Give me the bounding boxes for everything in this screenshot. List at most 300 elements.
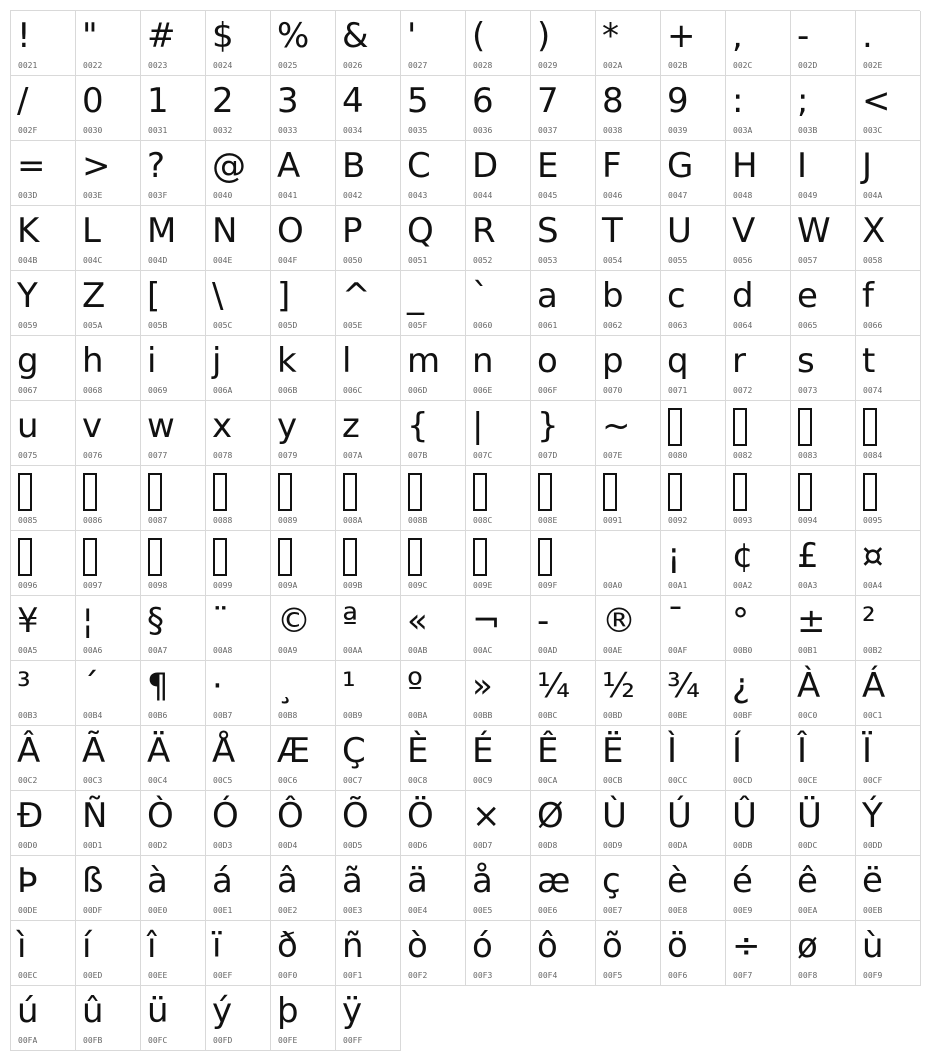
glyph-character: ¯ <box>667 601 684 641</box>
missing-glyph-icon <box>408 473 422 511</box>
glyph-cell <box>726 76 791 141</box>
glyph-cell <box>596 271 661 336</box>
missing-glyph-icon <box>798 408 812 446</box>
glyph-codepoint: 0052 <box>473 256 493 265</box>
glyph-codepoint: 0082 <box>733 451 753 460</box>
missing-glyph-icon <box>603 473 617 511</box>
glyph-codepoint: 0049 <box>798 191 818 200</box>
glyph-character: } <box>537 406 559 446</box>
glyph-character: Ú <box>667 796 692 836</box>
glyph-codepoint: 008A <box>343 516 363 525</box>
glyph-cell <box>271 856 336 921</box>
glyph-character: E <box>537 146 559 186</box>
glyph-codepoint: 00DE <box>18 906 38 915</box>
glyph-cell <box>206 856 271 921</box>
glyph-character: e <box>797 276 818 316</box>
glyph-codepoint: 0076 <box>83 451 103 460</box>
glyph-codepoint: 00DC <box>798 841 818 850</box>
glyph-cell <box>856 531 921 596</box>
glyph-cell <box>271 596 336 661</box>
glyph-codepoint: 006E <box>473 386 493 395</box>
glyph-codepoint: 00E2 <box>278 906 298 915</box>
glyph-codepoint: 00C8 <box>408 776 428 785</box>
glyph-character: | <box>472 406 484 446</box>
glyph-cell <box>336 206 401 271</box>
glyph-cell <box>856 336 921 401</box>
glyph-codepoint: 00EA <box>798 906 818 915</box>
glyph-character: ã <box>342 861 363 901</box>
glyph-cell <box>661 596 726 661</box>
glyph-character: ¥ <box>17 601 39 641</box>
glyph-codepoint: 0057 <box>798 256 818 265</box>
glyph-codepoint: 00E8 <box>668 906 688 915</box>
glyph-codepoint: 004D <box>148 256 168 265</box>
glyph-codepoint: 0027 <box>408 61 428 70</box>
glyph-codepoint: 00CC <box>668 776 688 785</box>
glyph-codepoint: 0048 <box>733 191 753 200</box>
glyph-character: þ <box>277 991 299 1031</box>
glyph-codepoint: 002E <box>863 61 883 70</box>
glyph-cell <box>531 206 596 271</box>
glyph-cell <box>11 856 76 921</box>
glyph-cell <box>11 921 76 986</box>
missing-glyph-icon <box>668 408 682 446</box>
glyph-character: I <box>797 146 808 186</box>
glyph-character: ¾ <box>667 666 700 706</box>
glyph-cell <box>141 401 206 466</box>
glyph-cell <box>466 726 531 791</box>
glyph-codepoint: 0079 <box>278 451 298 460</box>
glyph-character: a <box>537 276 558 316</box>
glyph-codepoint: 00A3 <box>798 581 818 590</box>
glyph-codepoint: 0054 <box>603 256 623 265</box>
glyph-cell <box>791 531 856 596</box>
glyph-codepoint: 0060 <box>473 321 493 330</box>
glyph-cell <box>466 661 531 726</box>
glyph-character: Í <box>732 731 743 771</box>
glyph-cell <box>336 921 401 986</box>
glyph-character: 9 <box>667 81 689 121</box>
glyph-cell <box>206 661 271 726</box>
glyph-cell <box>661 726 726 791</box>
glyph-codepoint: 00BE <box>668 711 688 720</box>
glyph-character: ( <box>472 16 486 56</box>
glyph-character: í <box>82 926 92 966</box>
glyph-codepoint: 00C5 <box>213 776 233 785</box>
missing-glyph-icon <box>278 473 292 511</box>
glyph-codepoint: 00F7 <box>733 971 753 980</box>
glyph-cell <box>141 531 206 596</box>
glyph-character: ^ <box>342 276 371 316</box>
glyph-codepoint: 00B2 <box>863 646 883 655</box>
glyph-cell <box>76 791 141 856</box>
glyph-character: J <box>862 146 873 186</box>
glyph-character: K <box>17 211 40 251</box>
glyph-codepoint: 00C7 <box>343 776 363 785</box>
glyph-cell <box>791 336 856 401</box>
missing-glyph-icon <box>863 408 877 446</box>
glyph-character: S <box>537 211 559 251</box>
glyph-character: v <box>82 406 103 446</box>
glyph-cell <box>206 986 271 1051</box>
glyph-codepoint: 0050 <box>343 256 363 265</box>
glyph-character: ± <box>797 601 826 641</box>
glyph-codepoint: 00FB <box>83 1036 103 1045</box>
glyph-cell <box>661 11 726 76</box>
glyph-character: f <box>862 276 874 316</box>
glyph-cell <box>661 531 726 596</box>
glyph-codepoint: 00D3 <box>213 841 233 850</box>
glyph-cell <box>726 726 791 791</box>
glyph-codepoint: 0068 <box>83 386 103 395</box>
glyph-cell <box>791 11 856 76</box>
glyph-grid <box>10 10 920 1051</box>
glyph-cell <box>76 401 141 466</box>
glyph-codepoint: 0093 <box>733 516 753 525</box>
glyph-character: P <box>342 211 363 251</box>
glyph-codepoint: 0094 <box>798 516 818 525</box>
glyph-character: Ä <box>147 731 171 771</box>
glyph-character: - <box>797 16 810 56</box>
glyph-codepoint: 003B <box>798 126 818 135</box>
glyph-character: À <box>797 666 821 706</box>
glyph-cell <box>726 336 791 401</box>
glyph-cell <box>401 921 466 986</box>
glyph-character: n <box>472 341 494 381</box>
glyph-codepoint: 0026 <box>343 61 363 70</box>
glyph-cell <box>11 661 76 726</box>
glyph-character: F <box>602 146 622 186</box>
glyph-character: + <box>667 16 696 56</box>
glyph-cell <box>466 336 531 401</box>
glyph-codepoint: 0074 <box>863 386 883 395</box>
missing-glyph-icon <box>798 473 812 511</box>
glyph-codepoint: 004B <box>18 256 38 265</box>
glyph-cell <box>791 596 856 661</box>
glyph-codepoint: 0051 <box>408 256 428 265</box>
glyph-codepoint: 00A9 <box>278 646 298 655</box>
glyph-character: ì <box>17 926 27 966</box>
glyph-cell <box>336 11 401 76</box>
glyph-character: z <box>342 406 360 446</box>
glyph-character: M <box>147 211 177 251</box>
glyph-codepoint: 00F3 <box>473 971 493 980</box>
glyph-cell <box>466 271 531 336</box>
glyph-cell <box>271 921 336 986</box>
glyph-cell <box>401 726 466 791</box>
glyph-character: ý <box>212 991 233 1031</box>
glyph-character: õ <box>602 926 623 966</box>
glyph-character: 5 <box>407 81 429 121</box>
glyph-character: A <box>277 146 301 186</box>
glyph-codepoint: 00DA <box>668 841 688 850</box>
glyph-cell <box>141 661 206 726</box>
glyph-character: V <box>732 211 756 251</box>
glyph-codepoint: 00B8 <box>278 711 298 720</box>
glyph-codepoint: 00E1 <box>213 906 233 915</box>
glyph-codepoint: 0066 <box>863 321 883 330</box>
glyph-character: ¹ <box>342 666 356 706</box>
glyph-cell <box>531 336 596 401</box>
glyph-codepoint: 0073 <box>798 386 818 395</box>
glyph-codepoint: 00F0 <box>278 971 298 980</box>
glyph-codepoint: 0058 <box>863 256 883 265</box>
glyph-character: ô <box>537 926 558 966</box>
missing-glyph-icon <box>213 473 227 511</box>
glyph-codepoint: 00CF <box>863 776 883 785</box>
glyph-character: Å <box>212 731 236 771</box>
glyph-character: ó <box>472 926 493 966</box>
glyph-cell <box>11 466 76 531</box>
glyph-character: ? <box>147 146 166 186</box>
glyph-cell <box>401 466 466 531</box>
glyph-cell <box>726 531 791 596</box>
glyph-character: Â <box>17 731 41 771</box>
glyph-character: ¿ <box>732 666 751 706</box>
glyph-cell <box>141 596 206 661</box>
glyph-codepoint: 00D6 <box>408 841 428 850</box>
glyph-cell <box>726 466 791 531</box>
glyph-cell <box>726 661 791 726</box>
glyph-cell <box>791 141 856 206</box>
glyph-character: H <box>732 146 758 186</box>
glyph-character: Ð <box>17 796 44 836</box>
glyph-codepoint: 0044 <box>473 191 493 200</box>
glyph-cell <box>726 11 791 76</box>
glyph-character: û <box>82 991 104 1031</box>
glyph-codepoint: 0064 <box>733 321 753 330</box>
glyph-character: g <box>17 341 39 381</box>
glyph-codepoint: 0037 <box>538 126 558 135</box>
glyph-character: × <box>472 796 501 836</box>
glyph-character: o <box>537 341 558 381</box>
missing-glyph-icon <box>668 473 682 511</box>
glyph-character: · <box>212 666 223 706</box>
glyph-cell <box>596 466 661 531</box>
glyph-cell <box>856 791 921 856</box>
glyph-codepoint: 00AE <box>603 646 623 655</box>
glyph-codepoint: 0089 <box>278 516 298 525</box>
glyph-codepoint: 00CB <box>603 776 623 785</box>
glyph-codepoint: 005F <box>408 321 428 330</box>
glyph-codepoint: 005C <box>213 321 233 330</box>
glyph-character: ¶ <box>147 666 169 706</box>
glyph-cell <box>76 76 141 141</box>
glyph-character: ; <box>797 81 809 121</box>
glyph-cell <box>141 141 206 206</box>
glyph-character: 1 <box>147 81 169 121</box>
glyph-cell <box>661 466 726 531</box>
glyph-character: ] <box>277 276 291 316</box>
glyph-cell <box>856 76 921 141</box>
glyph-character: Ý <box>862 796 883 836</box>
glyph-cell <box>141 791 206 856</box>
glyph-cell <box>401 531 466 596</box>
glyph-codepoint: 00DD <box>863 841 883 850</box>
glyph-codepoint: 0031 <box>148 126 168 135</box>
glyph-cell <box>141 726 206 791</box>
glyph-character: Y <box>17 276 38 316</box>
glyph-character: u <box>17 406 39 446</box>
glyph-character: ¨ <box>212 601 229 641</box>
glyph-codepoint: 0053 <box>538 256 558 265</box>
glyph-cell <box>661 401 726 466</box>
glyph-character: æ <box>537 861 571 901</box>
glyph-cell <box>336 466 401 531</box>
glyph-character: , <box>732 16 743 56</box>
glyph-character: W <box>797 211 831 251</box>
glyph-character: ü <box>147 991 169 1031</box>
glyph-cell <box>856 466 921 531</box>
glyph-cell <box>206 401 271 466</box>
glyph-codepoint: 00B3 <box>18 711 38 720</box>
glyph-character: < <box>862 81 891 121</box>
glyph-character: 4 <box>342 81 364 121</box>
glyph-cell <box>76 336 141 401</box>
glyph-cell <box>11 11 76 76</box>
glyph-cell <box>596 531 661 596</box>
glyph-codepoint: 003F <box>148 191 168 200</box>
glyph-cell <box>856 661 921 726</box>
glyph-character: " <box>82 16 98 56</box>
missing-glyph-icon <box>733 408 747 446</box>
glyph-cell <box>856 856 921 921</box>
glyph-character: ª <box>342 601 359 641</box>
glyph-codepoint: 0070 <box>603 386 623 395</box>
glyph-character: « <box>407 601 428 641</box>
glyph-codepoint: 0077 <box>148 451 168 460</box>
glyph-character: Ü <box>797 796 822 836</box>
glyph-cell <box>336 596 401 661</box>
glyph-cell <box>271 271 336 336</box>
glyph-codepoint: 00CA <box>538 776 558 785</box>
glyph-codepoint: 007B <box>408 451 428 460</box>
glyph-cell <box>531 726 596 791</box>
glyph-cell <box>596 11 661 76</box>
glyph-cell <box>661 76 726 141</box>
glyph-codepoint: 0069 <box>148 386 168 395</box>
glyph-character: ¡ <box>667 536 681 576</box>
glyph-character: k <box>277 341 297 381</box>
glyph-cell <box>271 466 336 531</box>
glyph-cell <box>401 336 466 401</box>
glyph-cell <box>336 271 401 336</box>
glyph-cell <box>791 271 856 336</box>
glyph-character: = <box>17 146 46 186</box>
glyph-codepoint: 00B0 <box>733 646 753 655</box>
glyph-codepoint: 008C <box>473 516 493 525</box>
glyph-cell <box>271 11 336 76</box>
glyph-codepoint: 00B1 <box>798 646 818 655</box>
glyph-character: ê <box>797 861 818 901</box>
glyph-cell <box>76 661 141 726</box>
glyph-codepoint: 00BC <box>538 711 558 720</box>
glyph-codepoint: 00BA <box>408 711 428 720</box>
glyph-codepoint: 006D <box>408 386 428 395</box>
glyph-character: 7 <box>537 81 559 121</box>
glyph-cell <box>726 206 791 271</box>
glyph-character: 6 <box>472 81 494 121</box>
glyph-cell <box>336 661 401 726</box>
glyph-cell <box>466 531 531 596</box>
glyph-cell <box>336 401 401 466</box>
glyph-character: Ó <box>212 796 239 836</box>
glyph-character: £ <box>797 536 819 576</box>
glyph-character: ® <box>602 601 636 641</box>
glyph-cell <box>11 726 76 791</box>
glyph-character: é <box>732 861 753 901</box>
glyph-character: Z <box>82 276 106 316</box>
glyph-cell <box>401 661 466 726</box>
glyph-codepoint: 003D <box>18 191 38 200</box>
glyph-cell <box>596 401 661 466</box>
glyph-cell <box>11 401 76 466</box>
glyph-codepoint: 006A <box>213 386 233 395</box>
glyph-cell <box>206 141 271 206</box>
glyph-cell <box>271 401 336 466</box>
glyph-codepoint: 0040 <box>213 191 233 200</box>
glyph-cell <box>531 531 596 596</box>
glyph-cell <box>336 76 401 141</box>
glyph-character: : <box>732 81 744 121</box>
glyph-cell <box>336 336 401 401</box>
glyph-cell <box>596 336 661 401</box>
glyph-codepoint: 0067 <box>18 386 38 395</box>
glyph-codepoint: 00C4 <box>148 776 168 785</box>
glyph-character: » <box>472 666 493 706</box>
glyph-character: ¤ <box>862 536 884 576</box>
glyph-codepoint: 0083 <box>798 451 818 460</box>
glyph-character: 2 <box>212 81 234 121</box>
glyph-cell <box>726 141 791 206</box>
glyph-character: - <box>537 601 550 641</box>
glyph-codepoint: 006F <box>538 386 558 395</box>
glyph-cell <box>856 596 921 661</box>
glyph-codepoint: 00C2 <box>18 776 38 785</box>
glyph-cell <box>401 401 466 466</box>
glyph-codepoint: 005B <box>148 321 168 330</box>
glyph-codepoint: 0042 <box>343 191 363 200</box>
glyph-codepoint: 0041 <box>278 191 298 200</box>
glyph-cell <box>271 986 336 1051</box>
glyph-codepoint: 0039 <box>668 126 688 135</box>
glyph-cell <box>791 856 856 921</box>
glyph-cell <box>206 206 271 271</box>
glyph-cell <box>726 271 791 336</box>
glyph-character: x <box>212 406 233 446</box>
glyph-codepoint: 0025 <box>278 61 298 70</box>
glyph-codepoint: 005A <box>83 321 103 330</box>
glyph-codepoint: 00E9 <box>733 906 753 915</box>
glyph-cell <box>466 401 531 466</box>
glyph-codepoint: 00B9 <box>343 711 363 720</box>
glyph-character: T <box>602 211 623 251</box>
glyph-character: º <box>407 666 424 706</box>
glyph-character: ð <box>277 926 298 966</box>
glyph-character: O <box>277 211 304 251</box>
glyph-cell <box>336 141 401 206</box>
missing-glyph-icon <box>538 538 552 576</box>
glyph-character: Ã <box>82 731 106 771</box>
glyph-character: Û <box>732 796 757 836</box>
glyph-codepoint: 008E <box>538 516 558 525</box>
glyph-codepoint: 003A <box>733 126 753 135</box>
glyph-cell <box>271 531 336 596</box>
glyph-character: ! <box>17 16 31 56</box>
glyph-cell <box>531 596 596 661</box>
glyph-cell <box>141 921 206 986</box>
glyph-codepoint: 002D <box>798 61 818 70</box>
